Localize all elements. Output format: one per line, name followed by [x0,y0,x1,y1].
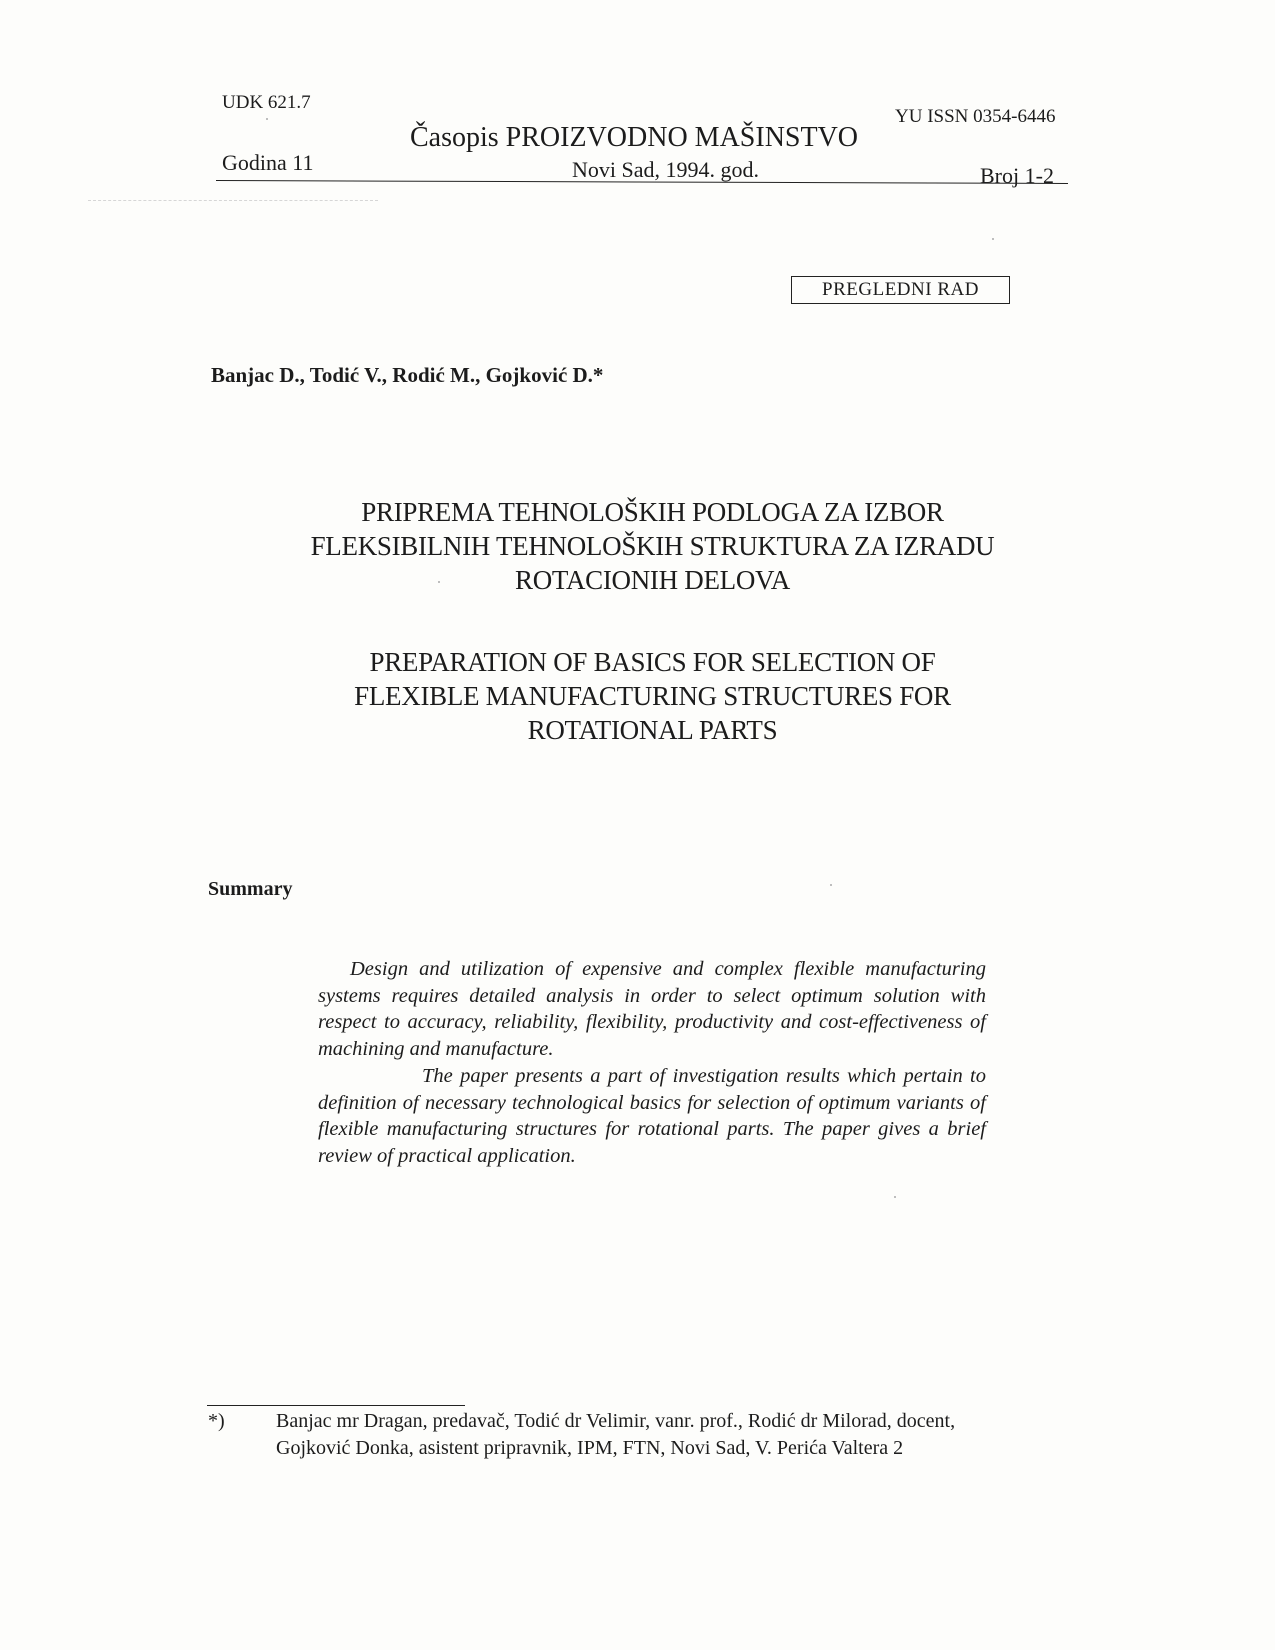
title-serbian-line: FLEKSIBILNIH TEHNOLOŠKIH STRUKTURA ZA IZRADU [310,531,995,561]
abstract-paragraph-text: The paper presents a part of investigation results which pertain to definition of necessary technological basics for selection of optimum variants of flexible manufacturing structures for rotational parts. The paper gives a brief review of practical application. [318,1065,986,1167]
abstract-paragraph-1 [318,956,986,1062]
footnote-text [276,1408,1076,1462]
footnote-marker: *) [208,1410,225,1432]
journal-title: Časopis PROIZVODNO MAŠINSTVO [410,122,859,153]
abstract-paragraph-2 [318,1063,986,1169]
place-date: Novi Sad, 1994. god. [572,157,759,182]
scan-speck [894,1196,896,1198]
journal-year: Godina 11 [222,150,314,175]
title-english-line: ROTATIONAL PARTS [527,715,778,745]
paper-type-box: PREGLEDNI RAD [791,276,1010,304]
footnote-line: Gojković Donka, asistent pripravnik, IPM, FTN, Novi Sad, V. Perića Valtera 2 [276,1437,904,1459]
title-english-line: PREPARATION OF BASICS FOR SELECTION OF [369,647,936,677]
scan-speck [438,581,440,583]
title-english-line: FLEXIBLE MANUFACTURING STRUCTURES FOR [354,681,951,711]
summary-heading: Summary [208,878,293,900]
title-serbian-line: ROTACIONIH DELOVA [515,565,790,595]
scan-speck [992,238,994,240]
authors: Banjac D., Todić V., Rodić M., Gojković D.* [211,363,604,387]
scan-speck [830,884,832,886]
footnote-rule [207,1405,465,1406]
issn-number: YU ISSN 0354-6446 [895,106,1056,127]
header-rule [216,180,1068,184]
abstract-paragraph-text: Design and utilization of expensive and complex flexible manufacturing systems requires detailed analysis in order to select optimum solution with respect to accuracy, reliability, flexibility, productivity and cost-effectiveness of machining and manufacture. [318,958,986,1060]
title-serbian [180,495,1125,597]
footnote-line: Banjac mr Dragan, predavač, Todić dr Velimir, vanr. prof., Rodić dr Milorad, docent, [276,1410,956,1432]
title-serbian-line: PRIPREMA TEHNOLOŠKIH PODLOGA ZA IZBOR [361,497,944,527]
title-english [180,645,1125,747]
udk-code: UDK 621.7 [222,92,311,113]
scan-speck [266,118,268,120]
issue-number: Broj 1-2 [980,163,1054,188]
scan-artifact-line [88,200,378,201]
